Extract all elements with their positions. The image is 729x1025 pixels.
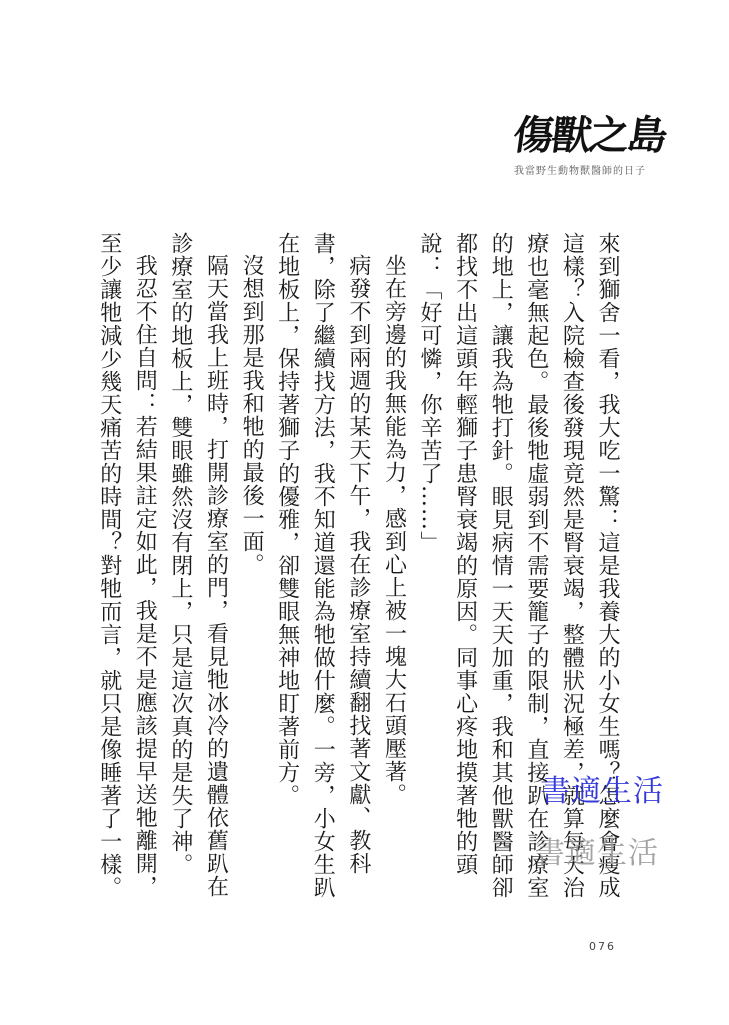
page-number: 076: [589, 940, 616, 953]
paragraph-6: 我忍不住自問：若結果註定如此，我是不是應該提早送牠離開，至少讓牠減少幾天痛苦的時間？對牠而言，就只是像睡著了一樣。: [96, 232, 158, 899]
paragraph-4: 沒想到那是我和牠的最後一面。: [239, 254, 265, 576]
paragraph-1: 來到獅舍一看，我大吃一驚：這是我養大的小女生嗎？怎麼會瘦成這樣？入院檢查後發現竟然是腎衰竭，整體狀況極差，就算每天治療也毫無起色。最後牠虛弱到不需要籠子的限制，直接趴在診療室的地上，讓我為牠打針。眼見病情一天天加重，我和其他獸醫師卻都找不出這頭年輕獅子患腎衰竭的原因。同事心疼地摸著牠的頭說：「好可憐，你辛苦了……」: [417, 232, 620, 899]
paragraph-5: 隔天當我上班時，打開診療室的門，看見牠冰冷的遺體依舊趴在診療室的地板上，雙眼雖然沒有閉上，只是這次真的是失了神。: [167, 232, 229, 898]
paragraph-3: 病發不到兩週的某天下午，我在診療室持續翻找著文獻、教科書，除了繼續找方法，我不知道還能為牠做什麼。一旁，小女生趴在地板上，保持著獅子的優雅，卻雙眼無神地盯著前方。: [274, 232, 371, 899]
watermark-blue: 書適生活: [540, 774, 664, 809]
book-title-logo: [510, 104, 674, 159]
paragraph-2: 坐在旁邊的我無能為力，感到心上被一塊大石頭壓著。: [381, 254, 407, 806]
watermark-gray: 書適生活: [535, 836, 659, 871]
book-title: 傷獸之島: [510, 112, 669, 159]
body-text: [96, 232, 625, 912]
book-subtitle: 我當野生動物獸醫師的日子: [514, 166, 646, 177]
